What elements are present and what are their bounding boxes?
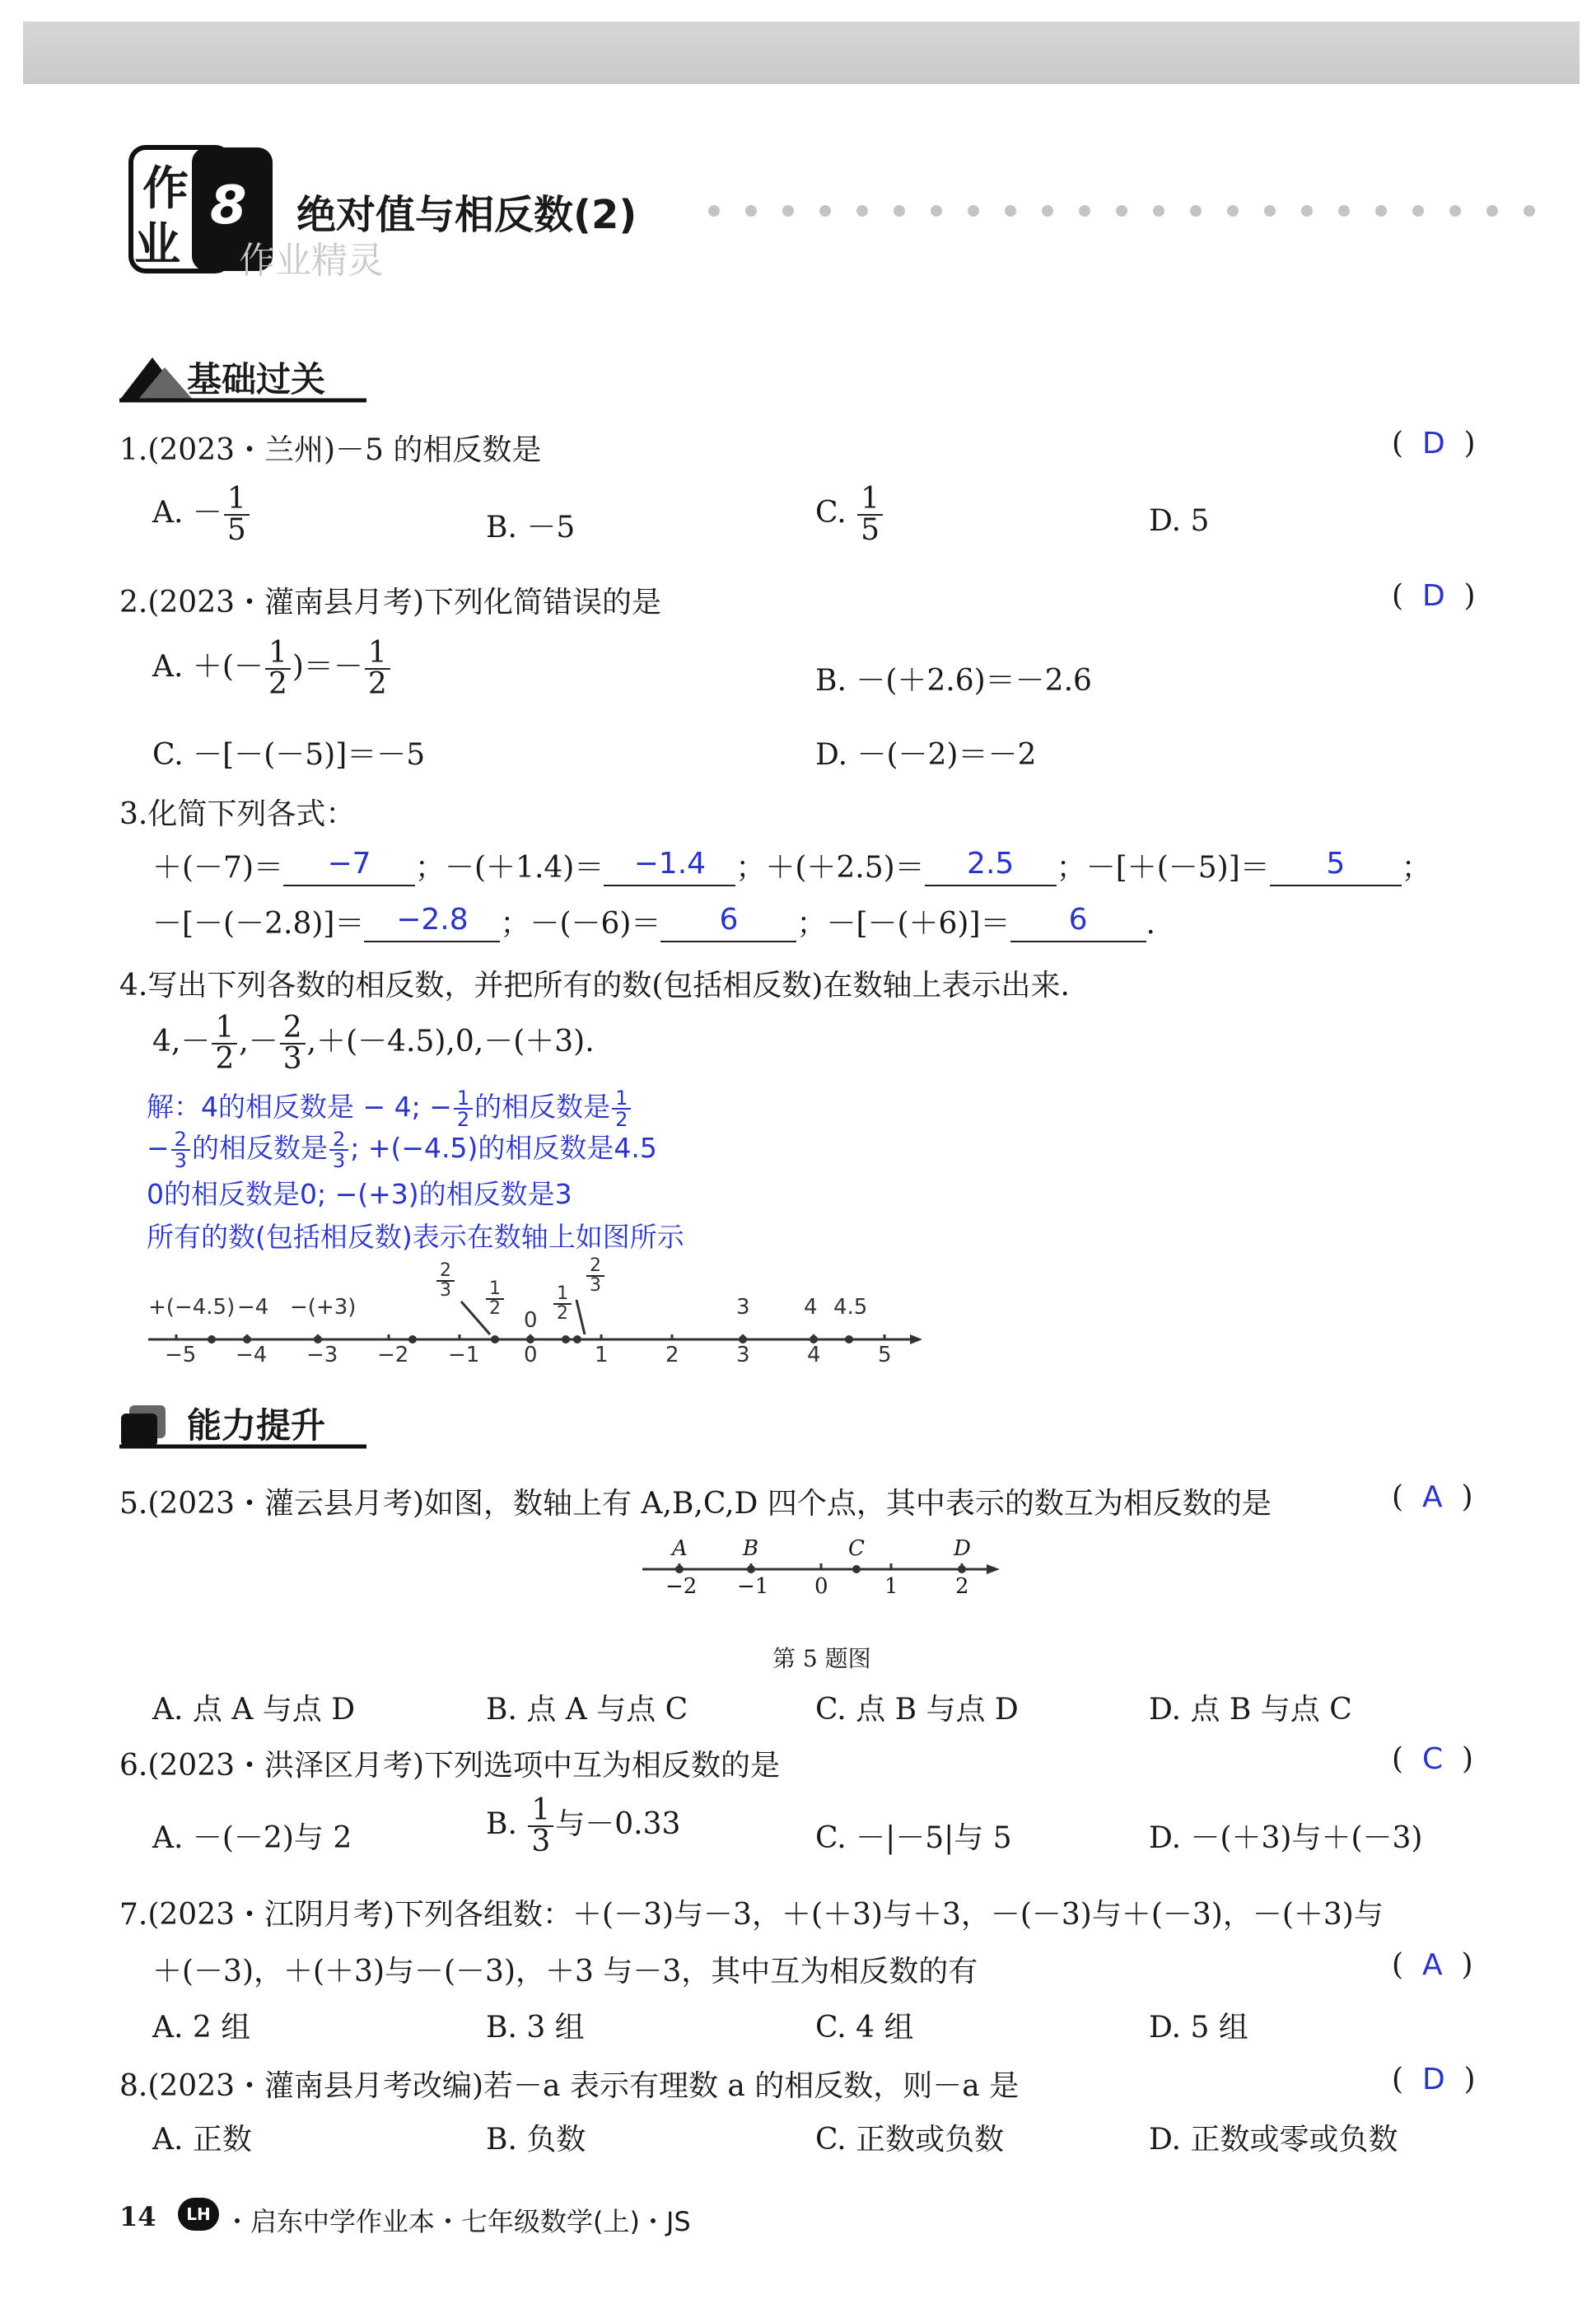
- title-dot-leader: [708, 204, 1561, 220]
- q3-stem: 3.化简下列各式：: [119, 797, 356, 831]
- q8-option-b: B. 负数: [486, 2123, 586, 2157]
- q7-option-b: B. 3 组: [486, 2011, 585, 2045]
- badge-char-top: 作: [142, 162, 189, 216]
- q6-stem: 6.(2023・洪泽区月考)下列选项中互为相反数的是: [119, 1749, 781, 1783]
- q2-answer-box: ( D ): [1392, 579, 1476, 613]
- q7-stem-line1: 7.(2023・江阴月考)下列各组数：＋(－3)与－3，＋(＋3)与＋3，－(－3)与＋(－3)，－(＋3)与: [119, 1898, 1384, 1932]
- section-advanced-title: 能力提升: [187, 1405, 326, 1446]
- q2-option-d: D. －(－2)＝－2: [815, 738, 1037, 772]
- badge-char-bottom: 业: [134, 218, 180, 272]
- publisher-logo: LH: [178, 2198, 219, 2231]
- q7-stem-line2: ＋(－3)，＋(＋3)与－(－3)，＋3 与－3，其中互为相反数的有: [152, 1955, 978, 1989]
- section-basic-header: [119, 346, 366, 404]
- q3-answer-2: −1.4: [633, 847, 707, 881]
- q6-answer: C: [1421, 1742, 1444, 1776]
- q3-answer-3: 2.5: [967, 847, 1015, 881]
- q2-answer: D: [1421, 579, 1445, 613]
- q8-stem: 8.(2023・灌南县月考改编)若－a 表示有理数 a 的相反数，则－a 是: [119, 2069, 1020, 2103]
- q1-option-d: D. 5: [1149, 504, 1210, 538]
- q2-option-b: B. －(＋2.6)＝－2.6: [815, 664, 1092, 698]
- q5-option-c: C. 点 B 与点 D: [815, 1693, 1019, 1727]
- q8-answer: D: [1421, 2063, 1445, 2096]
- q1-option-c: C. $\frac{1}{5}$: [815, 484, 884, 545]
- q3-answer-7: 6: [1068, 903, 1088, 937]
- q1-answer: D: [1421, 427, 1445, 460]
- q1-stem: 1.(2023・兰州)－5 的相反数是: [119, 433, 542, 467]
- q4-stem: 4.写出下列各数的相反数，并把所有的数(包括相反数)在数轴上表示出来.: [119, 969, 1070, 1002]
- q3-answer-1: −7: [327, 847, 371, 881]
- q3-answer-5: −2.8: [396, 903, 469, 937]
- q4-number-list: 4,－ $\frac{1}{2}$ ,－ $\frac{2}{3}$ ,＋(－4.5),0,－(＋3).: [152, 1011, 595, 1076]
- section-advanced-header: [119, 1392, 366, 1450]
- q5-figure: A B C D −2 −1 0 1 2: [642, 1536, 1005, 1602]
- q5-answer-box: ( A ): [1392, 1480, 1473, 1514]
- q3-row1: ＋(－7)＝ −7 ；－(＋1.4)＝ −1.4 ；＋(＋2.5)＝ 2.5 ；－[＋(－5)]＝ 5 ；: [152, 847, 1431, 885]
- q5-answer: A: [1421, 1480, 1443, 1514]
- scan-top-band: [23, 21, 1580, 84]
- q6-option-c: C. －|－5|与 5: [815, 1821, 1012, 1855]
- q4-solution-line3: 0的相反数是0; −(+3)的相反数是3: [147, 1178, 572, 1210]
- q1-option-b: B. －5: [486, 511, 576, 544]
- q1-answer-box: ( D ): [1392, 427, 1476, 460]
- footer-title: ・启东中学作业本・七年级数学(上)・JS: [224, 2206, 691, 2237]
- q7-answer: A: [1421, 1948, 1443, 1982]
- q2-option-a: A. ＋(－ $\frac{1}{2}$ )＝－ $\frac{1}{2}$: [152, 638, 392, 699]
- q7-option-c: C. 4 组: [815, 2011, 914, 2045]
- q1-option-a: A. － $\frac{1}{5}$: [152, 484, 251, 545]
- q5-stem: 5.(2023・灌云县月考)如图，数轴上有 A,B,C,D 四个点，其中表示的数互为相反数的是: [119, 1487, 1272, 1521]
- q4-number-line: −5 −4 −3 −2 −1 0 1 2 3 4 5 +(−4.5) −4 −(+3) $\frac{2}{3}$ $\frac{1}{2}$ 0 $\frac{1}{2}$ $\frac{2}{3}$ 3 4 4.5: [140, 1260, 931, 1367]
- q2-stem: 2.(2023・灌南县月考)下列化简错误的是: [119, 586, 662, 619]
- q6-answer-box: ( C ): [1392, 1742, 1474, 1776]
- q8-option-d: D. 正数或零或负数: [1149, 2123, 1398, 2157]
- q4-solution-line2: − $\frac{2}{3}$ 的相反数是 $\frac{2}{3}$ ; +(−4.5)的相反数是4.5: [147, 1127, 657, 1172]
- q6-option-d: D. －(＋3)与＋(－3): [1149, 1821, 1423, 1855]
- q8-answer-box: ( D ): [1392, 2063, 1476, 2096]
- watermark: 作业精灵: [239, 240, 384, 282]
- q3-row2: －[－(－2.8)]＝ −2.8 ；－(－6)＝ 6 ；－[－(＋6)]＝ 6 .: [152, 903, 1155, 941]
- q7-answer-box: ( A ): [1392, 1948, 1473, 1982]
- q6-option-a: A. －(－2)与 2: [152, 1821, 352, 1855]
- q5-option-d: D. 点 B 与点 C: [1149, 1693, 1352, 1727]
- page-number: 14: [119, 2201, 156, 2232]
- section-basic-title: 基础过关: [187, 359, 326, 400]
- q5-option-b: B. 点 A 与点 C: [486, 1693, 688, 1727]
- q7-option-d: D. 5 组: [1149, 2011, 1248, 2045]
- q7-option-a: A. 2 组: [152, 2011, 251, 2045]
- q4-solution-line4: 所有的数(包括相反数)表示在数轴上如图所示: [147, 1221, 684, 1253]
- q3-answer-4: 5: [1326, 847, 1346, 881]
- q5-option-a: A. 点 A 与点 D: [152, 1693, 356, 1727]
- q2-option-c: C. －[－(－5)]＝－5: [152, 738, 426, 772]
- badge-number: 8: [210, 175, 247, 236]
- q5-caption: 第 5 题图: [772, 1645, 871, 1672]
- q4-solution-line1: 解：4的相反数是 − 4; − $\frac{1}{2}$ 的相反数是 $\frac{1}{2}$: [147, 1086, 632, 1129]
- q3-answer-6: 6: [719, 903, 739, 937]
- q6-option-b: B. $\frac{1}{3}$ 与－0.33: [486, 1793, 681, 1858]
- page-title: 绝对值与相反数(2): [296, 192, 637, 238]
- q8-option-a: A. 正数: [152, 2123, 252, 2157]
- q8-option-c: C. 正数或负数: [815, 2123, 1005, 2157]
